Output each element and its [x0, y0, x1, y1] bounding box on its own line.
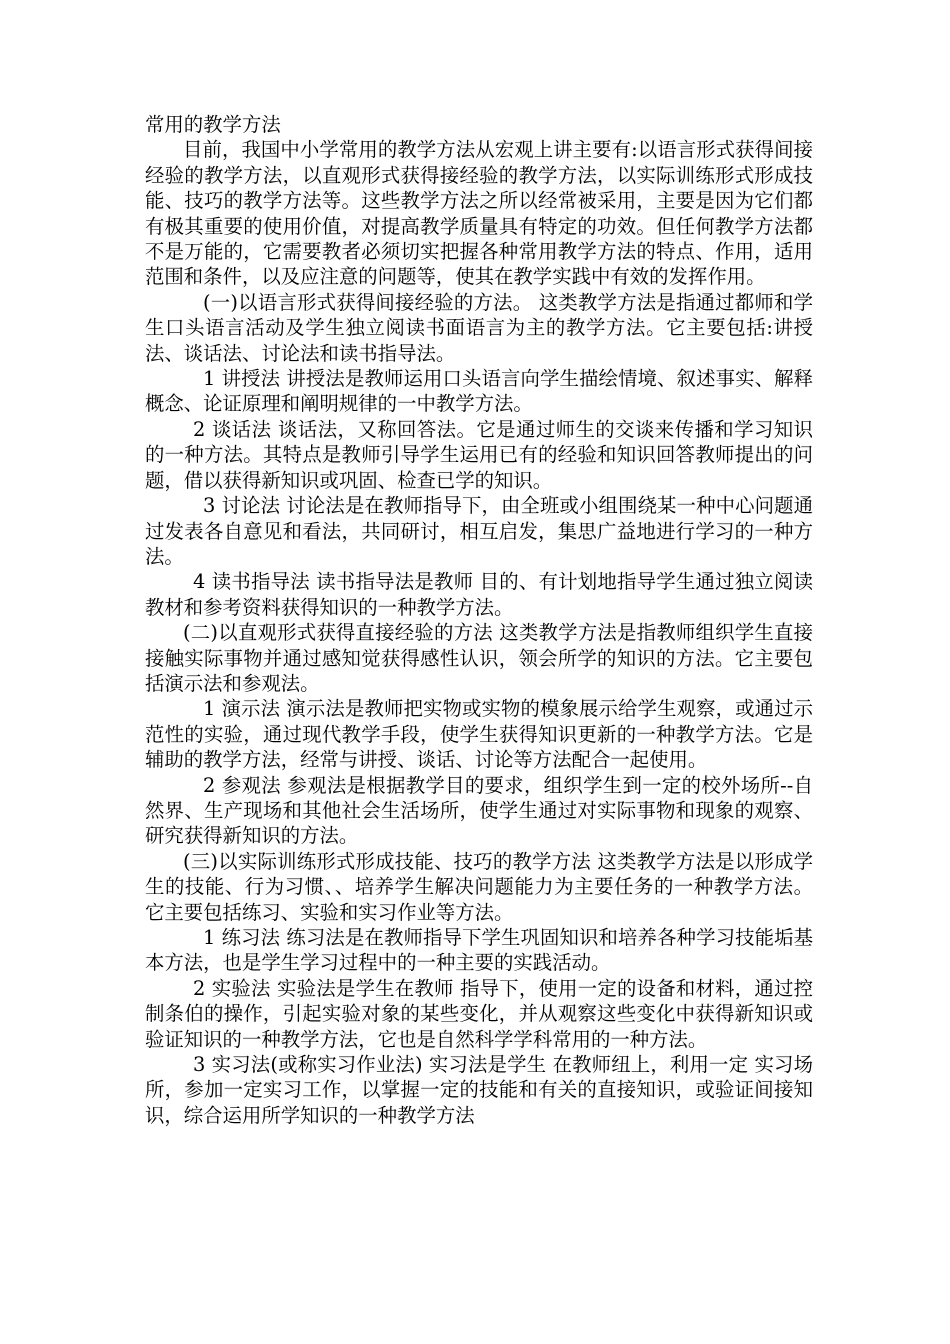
document-title: 常用的教学方法	[145, 113, 281, 136]
visit-method-paragraph: 2 参观法 参观法是根据教学目的要求，组织学生到一定的校外场所--自然界、生产现场和其他社会生活场所，使学生通过对实际事物和现象的观察、研究获得新知识的方法。	[145, 773, 813, 848]
reading-guidance-paragraph: 4 读书指导法 读书指导法是教师 目的、有计划地指导学生通过独立阅读教材和参考资料获得知识的一种教学方法。	[145, 570, 813, 619]
conversation-method-paragraph: 2 谈话法 谈话法，又称回答法。它是通过师生的交谈来传播和学习知识的一种方法。其特点是教师引导学生运用已有的经验和知识回答教师提出的问题，借以获得新知识或巩固、检查已学的知识。	[145, 417, 813, 492]
lecture-method-paragraph: 1 讲授法 讲授法是教师运用口头语言向学生描绘情境、叙述事实、解释概念、论证原理和阐明规律的一中教学方法。	[145, 367, 813, 416]
demonstration-method-paragraph: 1 演示法 演示法是教师把实物或实物的模象展示给学生观察，或通过示范性的实验，通过现代教学手段，使学生获得知识更新的一种教学方法。它是辅助的教学方法，经常与讲授、谈话、讨论等方法配合一起使用。	[145, 697, 813, 772]
internship-method-paragraph: 3 实习法(或称实习作业法) 实习法是学生 在教师纽上，利用一定 实习场所，参加一定实习工作，以掌握一定的技能和有关的直接知识，或验证间接知识，综合运用所学知识的一种教学方法	[145, 1053, 813, 1127]
intro-paragraph: 目前，我国中小学常用的教学方法从宏观上讲主要有:以语言形式获得间接经验的教学方法，以直观形式获得接经验的教学方法，以实际训练形式形成技能、技巧的教学方法等。这些教学方法之所以经常被采用，主要是因为它们都有极其重要的使用价值，对提高教学质量具有特定的功效。但任何教学方法都不是万能的，它需要教者必须切实把握各种常用教学方法的特点、作用，适用范围和条件，以及应注意的问题等，使其在教学实践中有效的发挥作用。	[145, 138, 813, 289]
section-2-heading-paragraph: (二)以直观形式获得直接经验的方法 这类教学方法是指教师组织学生直接接触实际事物并通过感知觉获得感性认识，领会所学的知识的方法。它主要包括演示法和参观法。	[145, 621, 813, 695]
section-3-heading-paragraph: (三)以实际训练形式形成技能、技巧的教学方法 这类教学方法是以形成学生的技能、行为习惯、、培养学生解决问题能力为主要任务的一种教学方法。它主要包括练习、实验和实习作业等方法。	[145, 849, 813, 924]
experiment-method-paragraph: 2 实验法 实验法是学生在教师 指导下，使用一定的设备和材料，通过控制条伯的操作，引起实验对象的某些变化，并从观察这些变化中获得新知识或验证知识的一种教学方法，它也是自然科学学科常用的一种方法。	[145, 976, 813, 1051]
discussion-method-paragraph: 3 讨论法 讨论法是在教师指导下，由全班或小组围绕某一种中心问题通过发表各自意见和看法，共同研讨，相互启发，集思广益地进行学习的一种方法。	[145, 494, 813, 568]
document-body	[145, 112, 813, 1128]
practice-method-paragraph: 1 练习法 练习法是在教师指导下学生巩固知识和培养各种学习技能垢基本方法，也是学生学习过程中的一种主要的实践活动。	[145, 926, 813, 975]
section-1-heading-paragraph: (一)以语言形式获得间接经验的方法。 这类教学方法是指通过都师和学生口头语言活动及学生独立阅读书面语言为主的教学方法。它主要包括:讲授法、谈话法、讨论法和读书指导法。	[145, 290, 813, 365]
